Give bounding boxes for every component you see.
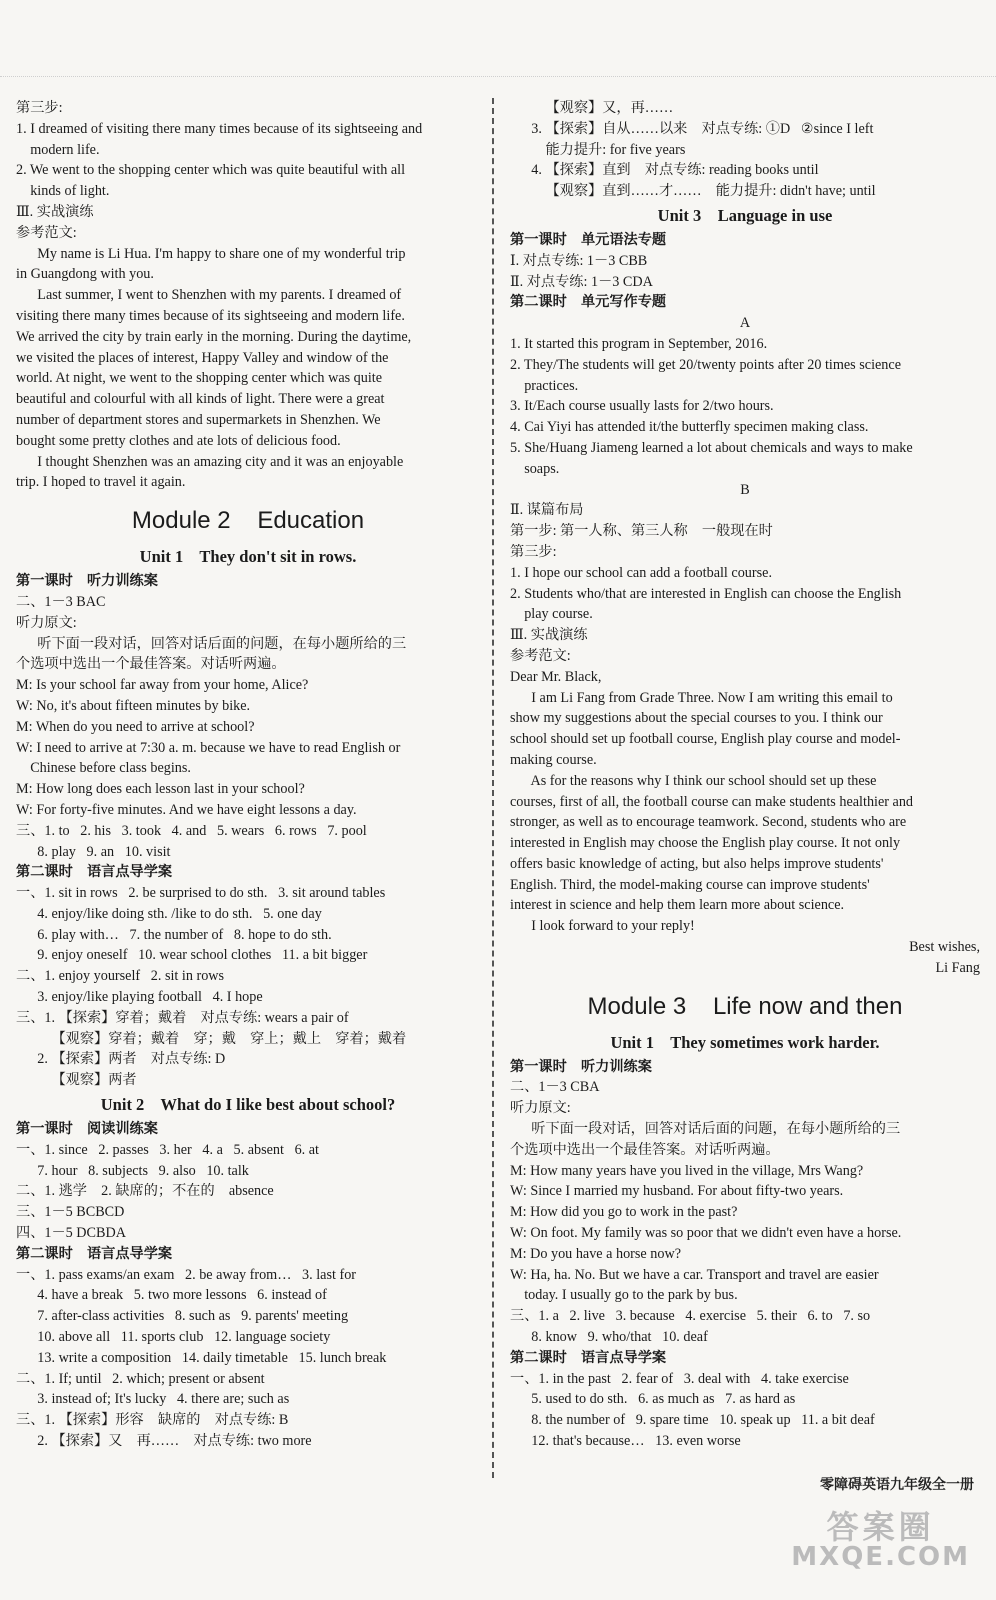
lesson-heading: 第一课时 听力训练案 bbox=[510, 1058, 652, 1075]
text-line: 二、1－3 CBA bbox=[510, 1079, 600, 1096]
text-line: W: Ha, ha. No. But we have a car. Transport and travel are easier bbox=[510, 1266, 879, 1283]
text-line: courses, first of all, the football course can make students healthier and bbox=[510, 793, 914, 810]
section-letter: B bbox=[740, 481, 750, 498]
unit-heading: Unit 2 What do I like best about school? bbox=[100, 1095, 396, 1115]
text-line: M: Do you have a horse now? bbox=[510, 1245, 681, 1262]
text-line: 一、1. in the past 2. fear of 3. deal with 4. take exercise bbox=[510, 1370, 849, 1387]
text-line: 听力原文: bbox=[510, 1100, 571, 1117]
text-line: M: How many years have you lived in the village, Mrs Wang? bbox=[510, 1162, 864, 1179]
text-line: kinds of light. bbox=[16, 183, 110, 200]
section-letter: A bbox=[739, 315, 751, 332]
text-line: modern life. bbox=[16, 141, 100, 158]
text-line: M: When do you need to arrive at school? bbox=[16, 718, 255, 735]
lesson-heading: 第二课时 语言点导学案 bbox=[16, 864, 173, 881]
text-line: My name is Li Hua. I'm happy to share one of my wonderful trip bbox=[16, 245, 406, 262]
text-line: 5. She/Huang Jiameng learned a lot about chemicals and ways to make bbox=[510, 439, 913, 456]
text-line: 三、1. a 2. live 3. because 4. exercise 5. their 6. to 7. so bbox=[510, 1308, 871, 1325]
text-line: W: Since I married my husband. For about fifty-two years. bbox=[510, 1183, 844, 1200]
text-line: 【观察】又，再…… bbox=[510, 100, 674, 116]
text-line: 三、1. to 2. his 3. took 4. and 5. wears 6. rows 7. pool bbox=[16, 822, 367, 839]
text-line: 能力提升: for five years bbox=[510, 141, 686, 158]
text-line: 2. 【探索】两者 对点专练: D bbox=[16, 1051, 226, 1068]
text-line: W: No, it's about fifteen minutes by bike. bbox=[16, 697, 251, 714]
text-line: Chinese before class begins. bbox=[16, 760, 191, 777]
text-line: 【观察】两者 bbox=[16, 1072, 137, 1089]
text-line: 一、1. sit in rows 2. be surprised to do sth. 3. sit around tables bbox=[16, 885, 386, 902]
text-line: 13. write a composition 14. daily timetable 15. lunch break bbox=[16, 1349, 387, 1366]
module-heading: Module 2 Education bbox=[131, 507, 365, 535]
text-line: Li Fang bbox=[935, 959, 980, 976]
text-line: interested in English may choose the English play course. It not only bbox=[510, 835, 901, 852]
text-line: 二、1. 逃学 2. 缺席的；不在的 absence bbox=[16, 1183, 274, 1200]
text-line: 听力原文: bbox=[16, 614, 77, 631]
text-line: W: For forty-five minutes. And we have eight lessons a day. bbox=[16, 801, 357, 818]
text-line: interest in science and help them learn more about science. bbox=[510, 897, 845, 914]
text-line: 7. after-class activities 8. such as 9. parents' meeting bbox=[16, 1308, 349, 1325]
text-line: 个选项中选出一个最佳答案。对话听两遍。 bbox=[16, 656, 286, 673]
text-line: beautiful and colourful with all kinds of light. There were a great bbox=[16, 391, 385, 408]
text-line: bought some pretty clothes and ate lots of delicious food. bbox=[16, 432, 341, 449]
unit-heading: Unit 1 They don't sit in rows. bbox=[139, 547, 357, 567]
text-line: 8. play 9. an 10. visit bbox=[16, 843, 171, 860]
text-line: We arrived the city by train early in the morning. During the daytime, bbox=[16, 328, 412, 345]
text-line: 3. It/Each course usually lasts for 2/two hours. bbox=[510, 398, 774, 415]
footer-book-title: 零障碍英语九年级全一册 bbox=[820, 1477, 974, 1493]
text-line: show my suggestions about the special courses to you. I think our bbox=[510, 710, 883, 727]
text-line: M: How long does each lesson last in your school? bbox=[16, 781, 305, 798]
text-line: number of department stores and supermarkets in Shenzhen. We bbox=[16, 411, 381, 428]
text-line: Ⅲ. 实战演练 bbox=[16, 203, 94, 220]
text-line: school should set up football course, English play course and model- bbox=[510, 731, 901, 748]
text-line: 3. 【探索】自从……以来 对点专练: ①D ②since I left bbox=[510, 120, 874, 137]
text-line: M: How did you go to work in the past? bbox=[510, 1204, 738, 1221]
text-line: 4. 【探索】直到 对点专练: reading books until bbox=[510, 162, 819, 179]
text-line: 参考范文: bbox=[16, 224, 77, 241]
text-line: 4. Cai Yiyi has attended it/the butterfly specimen making class. bbox=[510, 419, 869, 436]
text-line: 2. 【探索】又 再…… 对点专练: two more bbox=[16, 1433, 312, 1450]
text-line: W: I need to arrive at 7:30 a. m. because we have to read English or bbox=[16, 739, 401, 756]
text-line: 二、1. enjoy yourself 2. sit in rows bbox=[16, 968, 225, 985]
lesson-heading: 第二课时 语言点导学案 bbox=[16, 1245, 173, 1262]
text-line: 8. the number of 9. spare time 10. speak up 11. a bit deaf bbox=[510, 1412, 875, 1429]
lesson-heading: 第二课时 单元写作专题 bbox=[510, 294, 667, 311]
text-line: I thought Shenzhen was an amazing city and it was an enjoyable bbox=[16, 453, 404, 470]
top-scan-edge bbox=[0, 76, 996, 91]
text-line: 参考范文: bbox=[510, 647, 571, 664]
text-line: 12. that's because… 13. even worse bbox=[510, 1433, 741, 1450]
text-line: 第一步: 第一人称、第三人称 一般现在时 bbox=[510, 523, 773, 540]
text-line: 三、1. 【探索】穿着；戴着 对点专练: wears a pair of bbox=[16, 1009, 349, 1026]
text-line: 第三步: bbox=[510, 543, 557, 560]
text-line: soaps. bbox=[510, 460, 560, 477]
text-line: 三、1. 【探索】形容 缺席的 对点专练: B bbox=[16, 1412, 289, 1429]
text-line: 四、1－5 DCBDA bbox=[16, 1225, 126, 1242]
text-line: Dear Mr. Black, bbox=[510, 668, 602, 685]
text-line: 8. know 9. who/that 10. deaf bbox=[510, 1329, 708, 1346]
text-line: 1. I dreamed of visiting there many times because of its sightseeing and bbox=[16, 120, 423, 137]
text-line: 第三步: bbox=[16, 100, 63, 116]
text-line: 个选项中选出一个最佳答案。对话听两遍。 bbox=[510, 1141, 780, 1158]
text-line: Best wishes, bbox=[909, 939, 980, 956]
text-line: Ⅱ. 对点专练: 1－3 CDA bbox=[510, 273, 653, 290]
text-line: 【观察】穿着；戴着 穿；戴 穿上；戴上 穿着；戴着 bbox=[16, 1030, 407, 1047]
text-line: in Guangdong with you. bbox=[16, 266, 154, 283]
right-column bbox=[510, 98, 980, 1452]
text-line: English. Third, the model-making course can improve students' bbox=[510, 876, 870, 893]
column-divider bbox=[492, 98, 494, 1478]
text-line: 3. enjoy/like playing football 4. I hope bbox=[16, 989, 263, 1006]
text-line: I am Li Fang from Grade Three. Now I am writing this email to bbox=[510, 689, 893, 706]
text-line: stronger, as well as to encourage teamwork. Second, students who are bbox=[510, 814, 907, 831]
text-line: 5. used to do sth. 6. as much as 7. as hard as bbox=[510, 1391, 796, 1408]
left-column bbox=[16, 98, 480, 1452]
text-line: 9. enjoy oneself 10. wear school clothes 11. a bit bigger bbox=[16, 947, 368, 964]
watermark-line1: 答案圈 bbox=[826, 1508, 935, 1546]
watermark-line2: MXQE.COM bbox=[791, 1542, 970, 1572]
text-line: visiting there many times because of its sightseeing and modern life. bbox=[16, 307, 405, 324]
text-line: M: Is your school far away from your home, Alice? bbox=[16, 677, 309, 694]
text-line: Ⅰ. 对点专练: 1－3 CBB bbox=[510, 252, 648, 269]
text-line: 2. Students who/that are interested in English can choose the English bbox=[510, 585, 902, 602]
text-line: Ⅲ. 实战演练 bbox=[510, 627, 588, 644]
text-line: 1. I hope our school can add a football course. bbox=[510, 564, 772, 581]
watermark-logo bbox=[791, 1508, 970, 1572]
unit-heading: Unit 3 Language in use bbox=[657, 205, 833, 225]
text-line: world. At night, we went to the shopping center which was quite bbox=[16, 370, 383, 387]
text-line: 6. play with… 7. the number of 8. hope to do sth. bbox=[16, 926, 332, 943]
text-line: 2. They/The students will get 20/twenty points after 20 times science bbox=[510, 356, 901, 373]
text-line: 3. instead of; It's lucky 4. there are; such as bbox=[16, 1391, 290, 1408]
text-line: 7. hour 8. subjects 9. also 10. talk bbox=[16, 1162, 249, 1179]
text-line: I look forward to your reply! bbox=[510, 918, 695, 935]
text-line: 10. above all 11. sports club 12. language society bbox=[16, 1329, 331, 1346]
text-line: Last summer, I went to Shenzhen with my parents. I dreamed of bbox=[16, 287, 402, 304]
text-line: trip. I hoped to travel it again. bbox=[16, 474, 186, 491]
text-line: 【观察】直到……才…… 能力提升: didn't have; until bbox=[510, 183, 876, 200]
text-line: 听下面一段对话，回答对话后面的问题，在每小题所给的三 bbox=[16, 635, 407, 652]
text-line: Ⅱ. 谋篇布局 bbox=[510, 502, 584, 519]
text-line: 听下面一段对话，回答对话后面的问题，在每小题所给的三 bbox=[510, 1121, 901, 1138]
lesson-heading: 第一课时 单元语法专题 bbox=[510, 231, 667, 248]
text-line: 1. It started this program in September, 2016. bbox=[510, 335, 768, 352]
text-line: practices. bbox=[510, 377, 579, 394]
text-line: today. I usually go to the park by bus. bbox=[510, 1287, 738, 1304]
text-line: 一、1. pass exams/an exam 2. be away from… 3. last for bbox=[16, 1266, 357, 1283]
lesson-heading: 第一课时 听力训练案 bbox=[16, 573, 158, 590]
text-line: play course. bbox=[510, 606, 593, 623]
lesson-heading: 第二课时 语言点导学案 bbox=[510, 1349, 667, 1366]
text-line: we visited the places of interest, Happy Valley and window of the bbox=[16, 349, 389, 366]
module-heading: Module 3 Life now and then bbox=[587, 992, 903, 1020]
unit-heading: Unit 1 They sometimes work harder. bbox=[610, 1032, 880, 1052]
text-line: 一、1. since 2. passes 3. her 4. a 5. absent 6. at bbox=[16, 1141, 320, 1158]
text-line: making course. bbox=[510, 751, 597, 768]
text-line: 4. have a break 5. two more lessons 6. instead of bbox=[16, 1287, 327, 1304]
text-line: 4. enjoy/like doing sth. /like to do sth. 5. one day bbox=[16, 905, 322, 922]
lesson-heading: 第一课时 阅读训练案 bbox=[16, 1121, 158, 1138]
text-line: 二、1. If; until 2. which; present or absent bbox=[16, 1370, 265, 1387]
text-line: 三、1－5 BCBCD bbox=[16, 1204, 125, 1221]
text-line: W: On foot. My family was so poor that we didn't even have a horse. bbox=[510, 1225, 902, 1242]
text-line: 二、1－3 BAC bbox=[16, 593, 106, 610]
text-line: As for the reasons why I think our school should set up these bbox=[510, 772, 877, 789]
text-line: offers basic knowledge of acting, but also helps improve students' bbox=[510, 855, 884, 872]
text-line: 2. We went to the shopping center which was quite beautiful with all bbox=[16, 162, 406, 179]
